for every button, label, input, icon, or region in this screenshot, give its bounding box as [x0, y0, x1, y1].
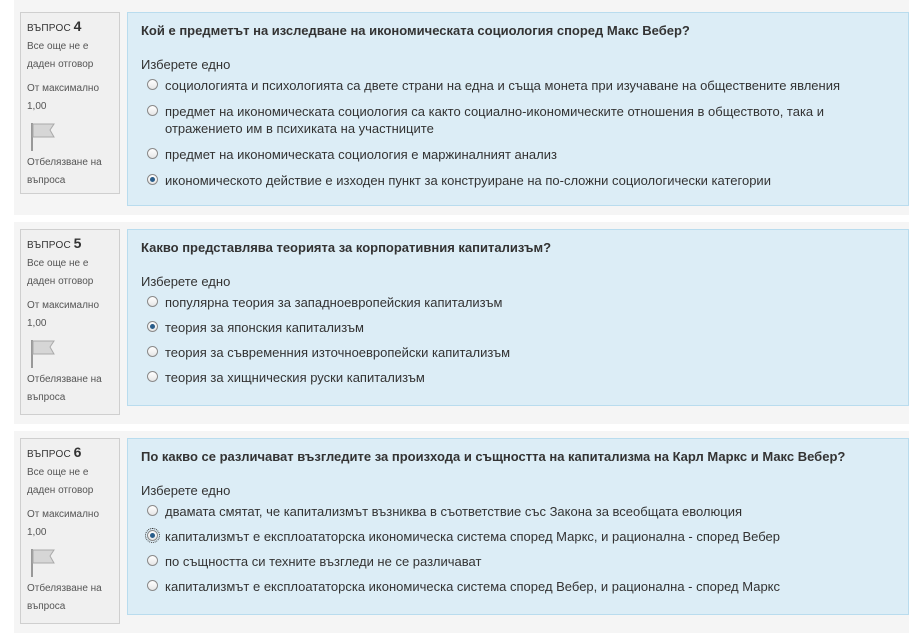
- question-content: [127, 12, 909, 206]
- answer-label[interactable]: теория за хищническия руски капитализъм: [165, 370, 425, 385]
- answer-label[interactable]: двамата смятат, че капитализмът възниква в съответствие със Закона за всеобщата еволюция: [165, 504, 743, 519]
- flag-question-link[interactable]: въпроса: [27, 601, 66, 612]
- answer-option[interactable]: [141, 294, 896, 311]
- answer-list: [141, 294, 896, 386]
- flag-icon[interactable]: [29, 548, 57, 578]
- flag-icon[interactable]: [29, 339, 57, 369]
- answer-label[interactable]: популярна теория за западноевропейския капитализъм: [165, 295, 503, 310]
- answer-option[interactable]: [141, 503, 896, 520]
- question-status: Все още не е: [27, 467, 89, 478]
- answer-label[interactable]: предмет на икономическата социология е маржиналният анализ: [165, 147, 557, 162]
- flag-icon[interactable]: [29, 122, 57, 152]
- answer-option[interactable]: [141, 528, 896, 545]
- answer-option[interactable]: [141, 369, 896, 386]
- flag-question-link[interactable]: Отбелязване на: [27, 157, 102, 168]
- answer-list: [141, 77, 896, 189]
- radio-button[interactable]: [147, 580, 158, 591]
- flag-question-link[interactable]: въпроса: [27, 392, 66, 403]
- max-grade-label: От максимално: [27, 509, 100, 520]
- question-status: даден отговор: [27, 276, 94, 287]
- max-grade-value: 1,00: [27, 101, 47, 112]
- radio-button[interactable]: [147, 505, 158, 516]
- question-content: [127, 229, 909, 406]
- radio-button[interactable]: [147, 79, 158, 90]
- answer-option[interactable]: [141, 344, 896, 361]
- answer-prompt: Изберете едно: [141, 274, 231, 289]
- flag-question-link[interactable]: Отбелязване на: [27, 583, 102, 594]
- answer-label[interactable]: теория за японския капитализъм: [165, 320, 364, 335]
- question-number-label: ВЪПРОС: [27, 240, 71, 251]
- question-text: По какво се различават възгледите за произхода и същността на капитализма на Карл Маркс и Макс Вебер?: [141, 449, 846, 464]
- answer-prompt: Изберете едно: [141, 483, 231, 498]
- question-number: 6: [73, 444, 82, 460]
- flag-question-link[interactable]: въпроса: [27, 175, 66, 186]
- question-status: даден отговор: [27, 59, 94, 70]
- radio-button[interactable]: [147, 148, 158, 159]
- answer-option[interactable]: [141, 553, 896, 570]
- radio-button-selected[interactable]: [147, 321, 158, 332]
- answer-option[interactable]: [141, 319, 896, 336]
- radio-button[interactable]: [147, 105, 158, 116]
- max-grade-value: 1,00: [27, 318, 47, 329]
- answer-option[interactable]: [141, 146, 896, 163]
- question-info: [20, 12, 120, 194]
- question-status: Все още не е: [27, 41, 89, 52]
- radio-button[interactable]: [147, 555, 158, 566]
- question-info: [20, 438, 120, 624]
- radio-button-selected[interactable]: [147, 174, 158, 185]
- answer-label[interactable]: икономическото действие е изходен пункт за конструиране на по-сложни социологически категории: [165, 173, 771, 188]
- answer-label[interactable]: капитализмът е експлоататорска икономическа система според Вебер, и рационална - според Маркс: [165, 579, 781, 594]
- answer-option[interactable]: [141, 103, 896, 137]
- max-grade-value: 1,00: [27, 527, 47, 538]
- answer-label[interactable]: теория за съвременния източноевропейски капитализъм: [165, 345, 511, 360]
- flag-question-link[interactable]: Отбелязване на: [27, 374, 102, 385]
- question-text: Кой е предметът на изследване на икономическата социология според Макс Вебер?: [141, 23, 690, 38]
- question-status: Все още не е: [27, 258, 89, 269]
- question-info: [20, 229, 120, 415]
- answer-label[interactable]: предмет на икономическата социология са както социално-икономическите отношения в обществото, така и отражението им в психиката на участниците: [165, 104, 825, 136]
- question-text: Какво представлява теорията за корпоративния капитализъм?: [141, 240, 552, 255]
- question-number: 4: [73, 18, 82, 34]
- question-number: 5: [73, 235, 82, 251]
- question-content: [127, 438, 909, 615]
- radio-button[interactable]: [147, 346, 158, 357]
- question-number-label: ВЪПРОС: [27, 449, 71, 460]
- answer-option[interactable]: [141, 172, 896, 189]
- max-grade-label: От максимално: [27, 300, 100, 311]
- radio-button-selected[interactable]: [147, 530, 158, 541]
- answer-label[interactable]: по същността си техните възгледи не се различават: [165, 554, 482, 569]
- question-number-label: ВЪПРОС: [27, 23, 71, 34]
- answer-label[interactable]: социологията и психологията са двете страни на една и съща монета при изучаване на обществените явления: [165, 78, 841, 93]
- radio-button[interactable]: [147, 296, 158, 307]
- question-block: [0, 0, 909, 215]
- radio-button[interactable]: [147, 371, 158, 382]
- answer-label[interactable]: капитализмът е експлоататорска икономическа система според Маркс, и рационална - според Вебер: [165, 529, 781, 544]
- max-grade-label: От максимално: [27, 83, 100, 94]
- answer-option[interactable]: [141, 578, 896, 595]
- answer-option[interactable]: [141, 77, 896, 94]
- answer-prompt: Изберете едно: [141, 57, 231, 72]
- question-status: даден отговор: [27, 485, 94, 496]
- question-block: [0, 222, 909, 424]
- answer-list: [141, 503, 896, 595]
- question-block: [0, 431, 909, 633]
